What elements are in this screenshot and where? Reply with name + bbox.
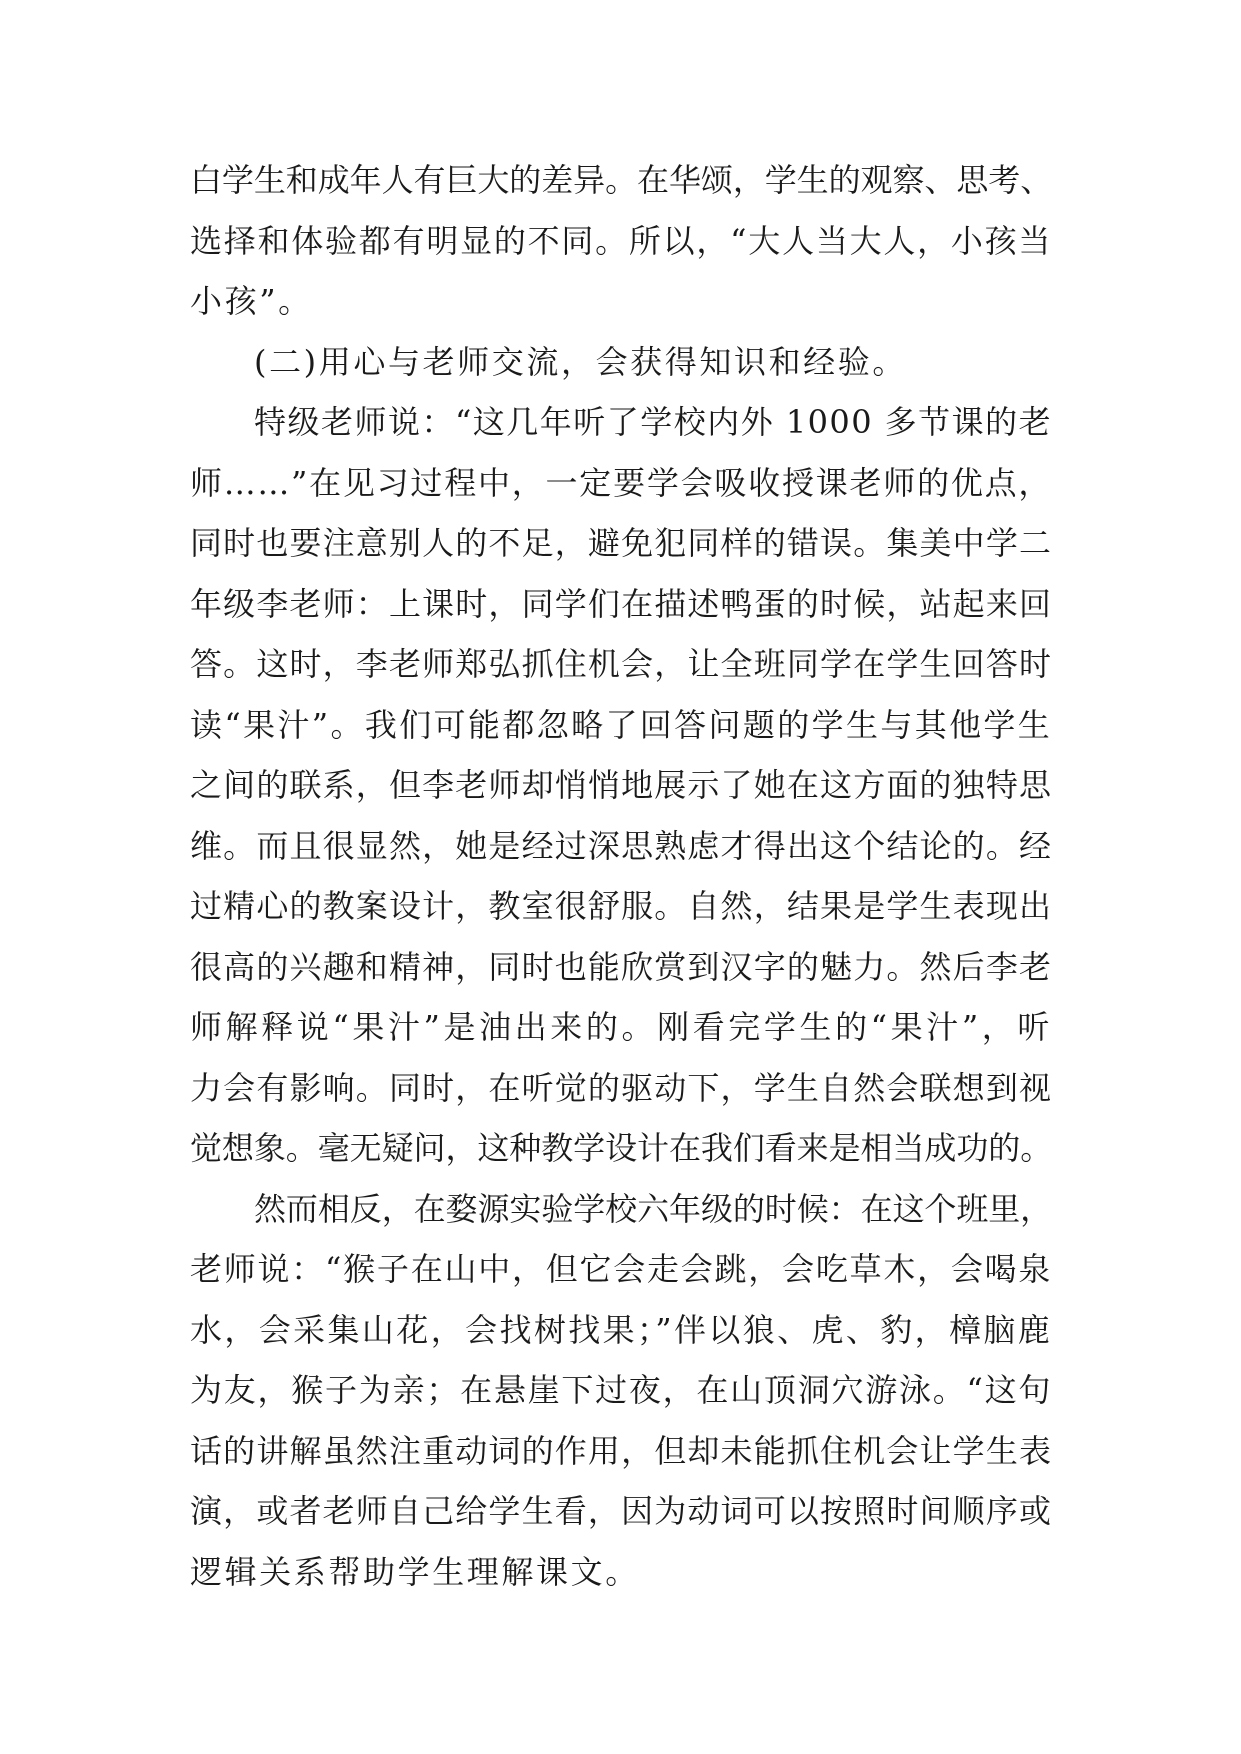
- text-line: 选择和体验都有明显的不同。所以，“大人当大人，小孩当: [190, 221, 1052, 260]
- text-line: 然而相反，在婺源实验学校六年级的时候：在这个班里，: [254, 1189, 1052, 1228]
- text-line: 逻辑关系帮助学生理解课文。: [190, 1552, 640, 1591]
- text-line: 读“果汁”。我们可能都忽略了回答问题的学生与其他学生: [190, 705, 1052, 744]
- text-line: 老师说：“猴子在山中，但它会走会跳，会吃草木，会喝泉: [190, 1250, 1052, 1288]
- text-line: 小孩”。: [190, 282, 313, 320]
- text-line: 演，或者老师自己给学生看，因为动词可以按照时间顺序或: [190, 1492, 1052, 1530]
- paragraph: [190, 150, 1052, 332]
- text-line: 过精心的教案设计，教室很舒服。自然，结果是学生表现出: [190, 887, 1052, 925]
- text-line: 答。这时，李老师郑弘抓住机会，让全班同学在学生回答时: [190, 645, 1052, 683]
- paragraph: [190, 392, 1052, 1179]
- paragraph: [190, 1179, 1052, 1603]
- text-line: 师……”在见习过程中，一定要学会吸收授课老师的优点，: [190, 463, 1052, 502]
- text-line: 维。而且很显然，她是经过深思熟虑才得出这个结论的。经: [190, 826, 1052, 865]
- text-line: 力会有影响。同时，在听觉的驱动下，学生自然会联想到视: [190, 1068, 1052, 1107]
- text-line: 很高的兴趣和精神，同时也能欣赏到汉字的魅力。然后李老: [190, 947, 1052, 986]
- text-line: 水，会采集山花，会找树找果；”伴以狼、虎、豹，樟脑鹿: [190, 1310, 1052, 1349]
- text-line: 白学生和成年人有巨大的差异。在华颂，学生的观察、思考、: [190, 161, 1052, 199]
- text-line: 师解释说“果汁”是油出来的。刚看完学生的“果汁”，听: [190, 1008, 1052, 1046]
- text-line: 年级李老师：上课时，同学们在描述鸭蛋的时候，站起来回: [190, 584, 1052, 623]
- text-line: 为友，猴子为亲；在悬崖下过夜，在山顶洞穴游泳。“这句: [190, 1371, 1052, 1409]
- document-page: [190, 150, 1052, 1602]
- text-line: 之间的联系，但李老师却悄悄地展示了她在这方面的独特思: [190, 766, 1052, 804]
- text-line: 同时也要注意别人的不足，避免犯同样的错误。集美中学二: [190, 524, 1052, 562]
- text-line: 觉想象。毫无疑问，这种教学设计在我们看来是相当成功的。: [190, 1129, 1052, 1167]
- text-line: 话的讲解虽然注重动词的作用，但却未能抓住机会让学生表: [190, 1431, 1052, 1470]
- text-line: 特级老师说：“这几年听了学校内外 1000 多节课的老: [254, 403, 1052, 441]
- section-heading: [190, 332, 1052, 393]
- text-line: (二)用心与老师交流，会获得知识和经验。: [254, 342, 907, 381]
